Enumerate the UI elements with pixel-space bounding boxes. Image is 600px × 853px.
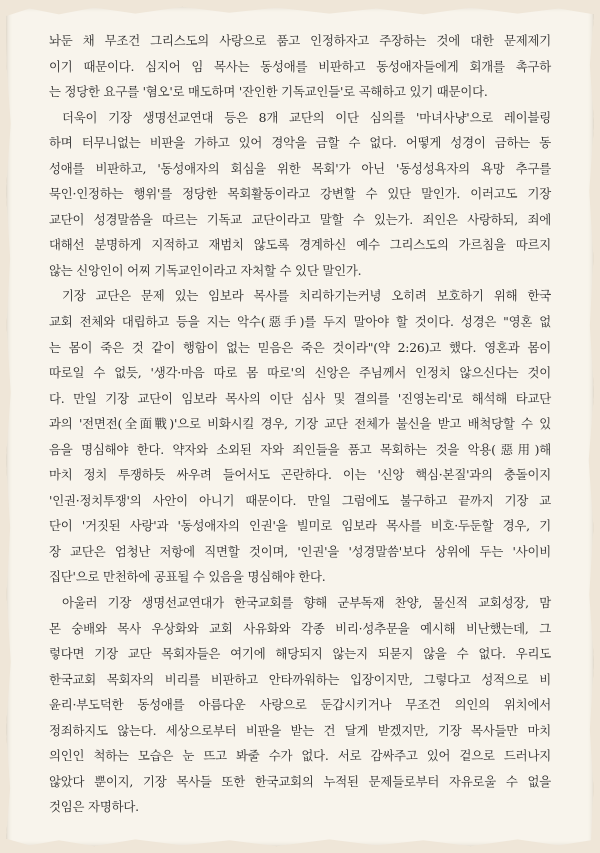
text-line: 마치 정치 투쟁하듯 싸우려 들어서도 곤란하다. 이는 '신앙 핵심·본질'과의 충돌이지 — [49, 467, 551, 483]
text-line: 는 몸이 죽은 것 같이 행함이 없는 믿음은 죽은 것이라"(약 2:26)고 했다. 영혼과 몸이 — [49, 339, 551, 355]
text-line: 따로일 수 없듯, '생각·마음 따로 몸 따로'의 신앙은 주님께서 인정치 않으신다는 것이 — [49, 365, 551, 381]
text-line: 기장 교단은 문제 있는 임보라 목사를 치리하기는커녕 오히려 보호하기 위해 한국 — [62, 288, 551, 304]
text-line: 는 정당한 요구를 '혐오'로 매도하며 '잔인한 기독교인들'로 곡해하고 있기 때문이다. — [49, 84, 488, 100]
text-line: 묵인·인정하는 행위'를 정당한 목회활동이라고 강변할 수 있단 말인가. 이러고도 기장 — [49, 186, 551, 202]
text-line: 더욱이 기장 생명선교연대 등은 8개 교단의 이단 심의를 '마녀사냥'으로 레이블링 — [62, 109, 551, 125]
text-line: 집단'으로 만천하에 공표될 수 있음을 명심해야 한다. — [49, 569, 326, 585]
text-line: 놔둔 채 무조건 그리스도의 사랑으로 품고 인정하자고 주장하는 것에 대한 문제제기 — [49, 33, 551, 48]
paragraph-2 — [49, 105, 551, 284]
text-line: 성애를 비판하고, '동성애자의 회심을 위한 목회'가 아닌 '동성성욕자의 욕망 추구를 — [49, 160, 551, 176]
text-line: 렇다면 기장 교단 목회자들은 여기에 해당되지 않는지 되묻지 않을 수 없다. 우리도 — [49, 646, 551, 662]
text-line: 장 교단은 엄청난 저항에 직면할 것이며, '인권'을 '성경말씀'보다 상위에 두는 '사이비 — [49, 543, 551, 559]
text-line: 정죄하지도 않는다. 세상으로부터 비판을 받는 건 달게 받겠지만, 기장 목사들만 마치 — [49, 722, 551, 738]
text-line: 않는 신앙인이 어찌 기독교인이라고 자처할 수 있단 말인가. — [49, 262, 362, 278]
text-line: 않았다 뿐이지, 기장 목사들 또한 한국교회의 누적된 문제들로부터 자유로울 수 없을 — [49, 773, 551, 789]
text-line: 과의 '전면전(全面戰)'으로 비화시킬 경우, 기장 교단 전체가 불신을 받고 배척당할 수 있 — [49, 416, 551, 432]
text-line: 다. 만일 기장 교단이 임보라 목사의 이단 심사 및 결의를 '진영논리'로 해석해 타교단 — [49, 390, 551, 406]
text-line: 이기 때문이다. 심지어 임 목사는 동성애를 비판하고 동성애자들에게 회개를 촉구하 — [49, 58, 551, 74]
text-line: 음을 명심해야 한다. 약자와 소외된 자와 죄인들을 품고 목회하는 것을 악용(惡用)해 — [49, 441, 551, 457]
text-line: 교회 전체와 대립하고 등을 지는 악수(惡手)를 두지 말아야 할 것이다. 성경은 "영혼 없 — [49, 314, 551, 330]
paragraph-4 — [49, 590, 551, 820]
text-line: 것임은 자명하다. — [49, 799, 139, 815]
paragraph-1 — [49, 28, 551, 105]
article-body — [49, 28, 551, 820]
text-line: 단이 '거짓된 사랑'과 '동성애자의 인권'을 빌미로 임보라 목사를 비호·두둔할 경우, 기 — [49, 518, 551, 534]
text-line: 하며 터무니없는 비판을 가하고 있어 경악을 금할 수 없다. 어떻게 성경이 금하는 동 — [49, 135, 551, 151]
paragraph-3 — [49, 283, 551, 590]
text-line: 교단이 성경말씀을 따르는 기독교 교단이라고 말할 수 있는가. 죄인은 사랑하되, 죄에 — [49, 211, 551, 227]
text-line: 아울러 기장 생명선교연대가 한국교회를 향해 군부독재 찬양, 물신적 교회성장, 맘 — [62, 595, 551, 611]
text-line: 한국교회 목회자의 비리를 비판하고 안타까워하는 입장이지만, 그렇다고 성적으로 비 — [49, 671, 551, 687]
text-line: 대해선 분명하게 지적하고 재범치 않도록 경계하신 예수 그리스도의 가르침을 따르지 — [49, 237, 551, 253]
text-line: 몬 숭배와 목사 우상화와 교회 사유화와 각종 비리·성추문을 예시해 비난했는데, 그 — [49, 620, 551, 636]
text-line: 의인인 척하는 모습은 눈 뜨고 봐줄 수가 없다. 서로 감싸주고 있어 겉으로 드러나지 — [49, 748, 551, 764]
text-line: '인권·정치투쟁'의 사안이 아니기 때문이다. 만일 그럼에도 불구하고 끝까지 기장 교 — [49, 492, 551, 508]
text-line: 윤리·부도덕한 동성애를 아름다운 사랑으로 둔갑시키거나 무조건 의인의 위치에서 — [49, 697, 551, 713]
